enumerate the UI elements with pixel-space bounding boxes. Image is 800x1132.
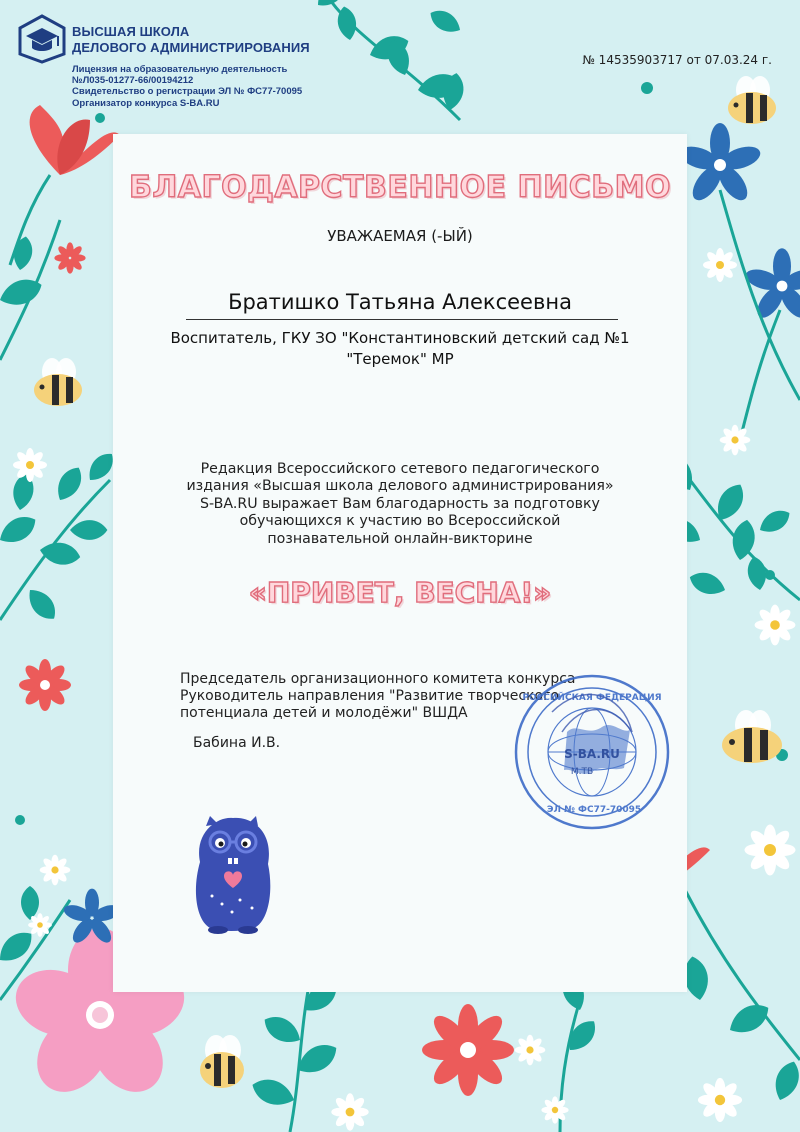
stamp-bottom-text: ЭЛ № ФС77-70095 [546,805,642,815]
body-line: издания «Высшая школа делового администрирования» [186,478,614,495]
body-line: обучающихся к участию во Всероссийской [239,513,561,530]
official-stamp [512,672,672,832]
stamp-country-text: РОССИЙСКАЯ ФЕДЕРАЦИЯ [522,693,662,703]
monster-mascot-icon [188,812,278,934]
contest-name: «ПРИВЕТ, ВЕСНА!» [248,576,552,609]
body-text [120,461,680,548]
license-line: Свидетельство о регистрации ЭЛ № ФС77-70095 [72,86,303,98]
document-number: № 14535903717 от 07.03.24 г. [582,53,772,67]
recipient-position [150,328,650,370]
org-name-line2: ДЕЛОВОГО АДМИНИСТРИРОВАНИЯ [72,40,310,55]
stamp-city-text: М.ТВ [570,767,594,777]
org-name-line1: ВЫСШАЯ ШКОЛА [72,24,190,39]
signature-line: потенциала детей и молодёжи" ВШДА [180,705,468,721]
graduation-cap-icon [14,14,70,64]
body-line: познавательной онлайн-викторине [267,530,533,547]
signature-line: Руководитель направления "Развитие творческого [180,688,560,704]
position-line: "Теремок" МР [346,350,454,368]
recipient-underline [186,319,618,320]
license-info [72,64,372,109]
body-line: Редакция Всероссийского сетевого педагогического [200,461,600,477]
recipient-name: Братишко Татьяна Алексеевна [228,290,572,314]
stamp-center-text: S-BA.RU [564,747,620,761]
signature-line: Председатель организационного комитета конкурса [180,671,576,687]
signer-name: Бабина И.В. [193,735,281,751]
position-line: Воспитатель, ГКУ ЗО "Константиновский детский сад №1 [170,329,630,347]
certificate-title: БЛАГОДАРСТВЕННОЕ ПИСЬМО [129,170,671,205]
license-line: Организатор конкурса S-BA.RU [72,97,220,109]
license-line: №Л035-01277-66/00194212 [72,75,194,87]
license-line: Лицензия на образовательную деятельность [72,64,288,75]
salutation: УВАЖАЕМАЯ (-ЫЙ) [327,227,473,245]
body-line: S-BA.RU выражает Вам благодарность за подготовку [200,495,600,512]
org-name [72,24,332,56]
